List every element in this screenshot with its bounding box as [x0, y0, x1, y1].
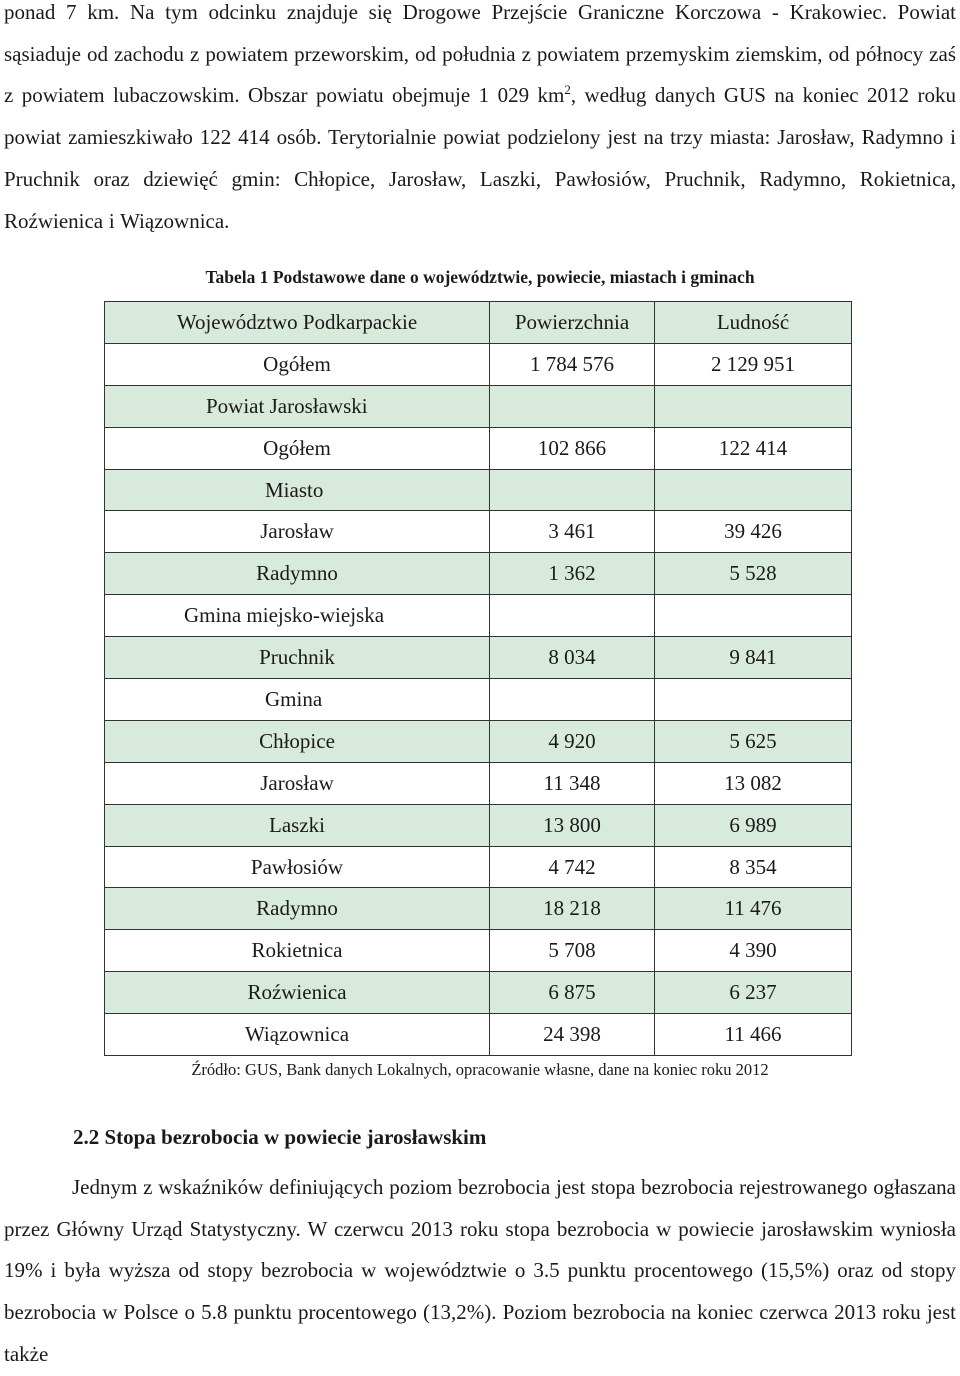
- table-subheading: Powiat Jarosławski: [206, 393, 368, 418]
- table-row: [105, 343, 852, 385]
- table-cell: 2 129 951: [655, 343, 852, 385]
- table-row: [105, 888, 852, 930]
- table-cell: [105, 469, 490, 511]
- table-subheading: Gmina: [265, 686, 323, 711]
- table-row: [105, 427, 852, 469]
- table-cell: 18 218: [490, 888, 655, 930]
- table-cell: [105, 385, 490, 427]
- table-cell: [105, 595, 490, 637]
- data-table-body: [105, 302, 852, 1056]
- table-cell: [655, 595, 852, 637]
- table-cell: [490, 679, 655, 721]
- table-cell: 5 625: [655, 720, 852, 762]
- table-row: [105, 720, 852, 762]
- table-cell: 5 708: [490, 930, 655, 972]
- table-row: [105, 930, 852, 972]
- table-cell: 102 866: [490, 427, 655, 469]
- table-cell: Rokietnica: [105, 930, 490, 972]
- table-cell: Jarosław: [105, 762, 490, 804]
- table-row: [105, 511, 852, 553]
- table-row: [105, 679, 852, 721]
- intro-text-b: , według danych GUS na koniec 2012 roku powiat zamieszkiwało 122 414 osób. Terytorialnie powiat podzielony jest na trzy miasta: Jarosław, Radymno i Pruchnik oraz dziewięć gmin: Chłopice, Jarosław, Laszki, Pawłosiów, Pruchnik, Radymno, Rokietnica, Roźwienica i Wiązownica.: [4, 83, 956, 233]
- table-cell: Jarosław: [105, 511, 490, 553]
- section-paragraph: Jednym z wskaźników definiujących poziom bezrobocia jest stopa bezrobocia rejestrowanego ogłaszana przez Główny Urząd Statystyczny. W czerwcu 2013 roku stopa bezrobocia w powiecie jarosławskim wyniosła 19% i była wyższa od stopy bezrobocia w województwie o 3.5 punktu procentowego (15,5%) oraz od stopy bezrobocia w Polsce o 5.8 punktu procentowego (13,2%). Poziom bezrobocia na koniec czerwca 2013 roku jest także: [4, 1175, 956, 1366]
- table-subheading: Miasto: [265, 477, 324, 502]
- table-cell: [490, 469, 655, 511]
- table-cell: Roźwienica: [105, 972, 490, 1014]
- table-cell: 6 875: [490, 972, 655, 1014]
- table-cell: Powierzchnia: [490, 302, 655, 344]
- table-cell: [490, 595, 655, 637]
- table-cell: Laszki: [105, 804, 490, 846]
- table-cell: 13 082: [655, 762, 852, 804]
- table-cell: Ogółem: [105, 427, 490, 469]
- table-cell: 11 348: [490, 762, 655, 804]
- table-cell: 24 398: [490, 1014, 655, 1056]
- table-cell: 1 362: [490, 553, 655, 595]
- table-subheading: Gmina miejsko-wiejska: [184, 603, 385, 628]
- table-cell: Wiązownica: [105, 1014, 490, 1056]
- table-row: [105, 972, 852, 1014]
- table-row: [105, 637, 852, 679]
- table-row: [105, 385, 852, 427]
- table-cell: Radymno: [105, 888, 490, 930]
- table-caption: Tabela 1 Podstawowe dane o województwie, powiecie, miastach i gminach: [205, 267, 755, 287]
- table-cell: 3 461: [490, 511, 655, 553]
- table-cell: 122 414: [655, 427, 852, 469]
- table-row: [105, 846, 852, 888]
- table-cell: [490, 385, 655, 427]
- table-cell: 8 354: [655, 846, 852, 888]
- intro-text-a: ponad 7 km. Na tym odcinku znajduje się Drogowe Przejście Graniczne Korczowa - Krakowiec. Powiat sąsiaduje od zachodu z powiatem przeworskim, od południa z powiatem przemyskim ziemskim, od północy zaś z powiatem lubaczowskim. Obszar powiatu obejmuje 1 029 km: [4, 0, 956, 108]
- table-row: [105, 469, 852, 511]
- table-cell: [655, 679, 852, 721]
- table-cell: 5 528: [655, 553, 852, 595]
- table-row: [105, 1014, 852, 1056]
- table-row: [105, 553, 852, 595]
- table-row: [105, 762, 852, 804]
- table-cell: Ogółem: [105, 343, 490, 385]
- table-cell: Radymno: [105, 553, 490, 595]
- table-row: [105, 804, 852, 846]
- table-cell: 39 426: [655, 511, 852, 553]
- data-table: [104, 301, 852, 1056]
- table-cell: 11 476: [655, 888, 852, 930]
- table-row: [105, 595, 852, 637]
- table-cell: Ludność: [655, 302, 852, 344]
- table-cell: 8 034: [490, 637, 655, 679]
- table-cell: Pawłosiów: [105, 846, 490, 888]
- table-cell: 9 841: [655, 637, 852, 679]
- table-cell: 4 390: [655, 930, 852, 972]
- table-cell: 11 466: [655, 1014, 852, 1056]
- intro-paragraph: [4, 0, 956, 242]
- table-cell: [105, 679, 490, 721]
- table-cell: Chłopice: [105, 720, 490, 762]
- table-cell: 6 989: [655, 804, 852, 846]
- table-cell: 13 800: [490, 804, 655, 846]
- table-cell: Województwo Podkarpackie: [105, 302, 490, 344]
- table-cell: 1 784 576: [490, 343, 655, 385]
- table-cell: [655, 385, 852, 427]
- table-cell: 4 920: [490, 720, 655, 762]
- table-cell: Pruchnik: [105, 637, 490, 679]
- table-source: Źródło: GUS, Bank danych Lokalnych, opracowanie własne, dane na koniec roku 2012: [191, 1060, 769, 1079]
- table-cell: 4 742: [490, 846, 655, 888]
- area-superscript: 2: [564, 82, 571, 98]
- table-header-row: [105, 302, 852, 344]
- table-cell: 6 237: [655, 972, 852, 1014]
- table-cell: [655, 469, 852, 511]
- section-heading: 2.2 Stopa bezrobocia w powiecie jarosławskim: [73, 1125, 487, 1149]
